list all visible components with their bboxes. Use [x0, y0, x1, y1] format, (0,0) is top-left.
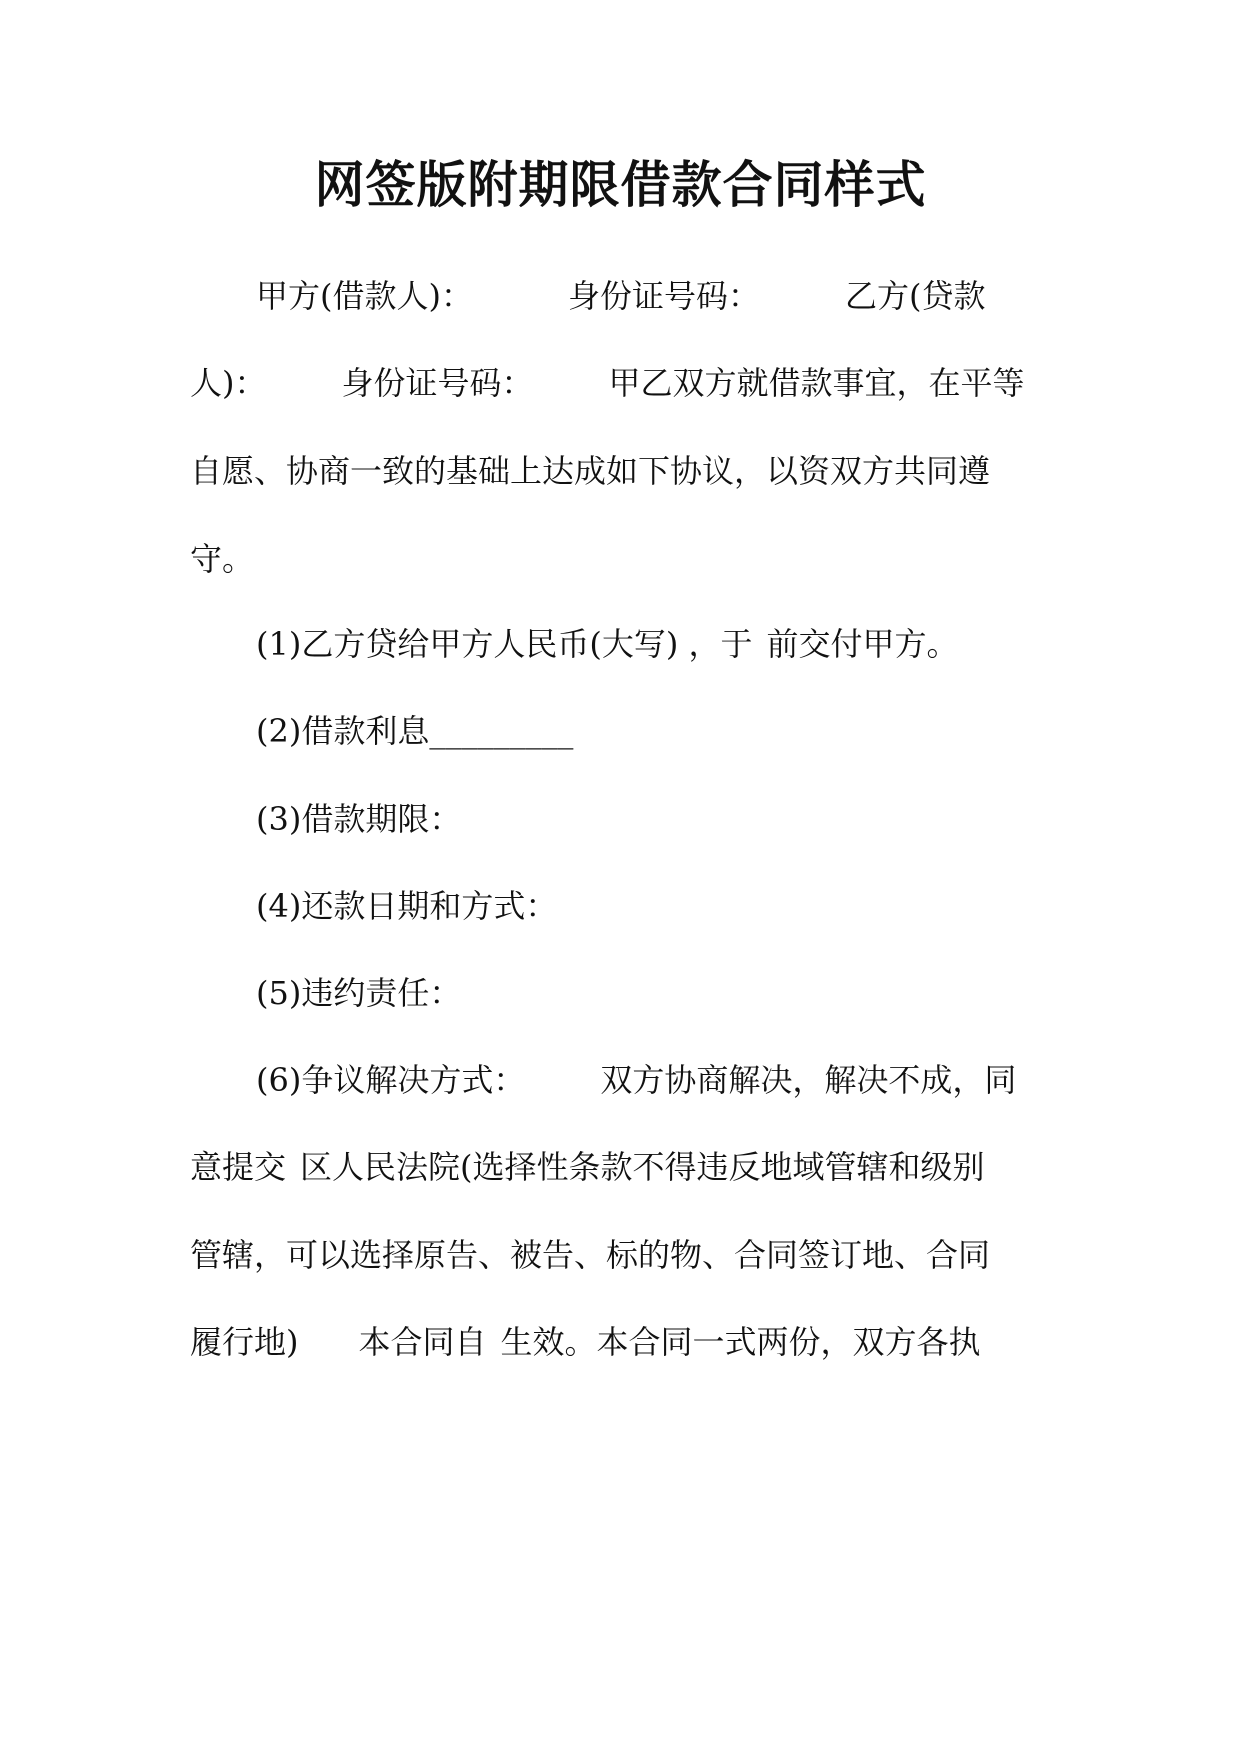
party-b-label-part1: 乙方(贷款: [845, 277, 986, 315]
party-a-id-label: 身份证号码：: [567, 277, 760, 315]
clause-4: (4)还款日期和方式：: [256, 887, 558, 925]
clause-6-text-part1: 双方协商解决，解决不成，同: [600, 1061, 1017, 1099]
clause-6-line-1: [256, 1055, 1016, 1105]
clause-6-text-part4a: 履行地): [190, 1323, 299, 1361]
clause-2: (2)借款利息_________: [256, 712, 574, 750]
clause-6-text-part4b: 本合同自: [358, 1323, 487, 1361]
clause-1-part2: 前交付甲方。: [766, 625, 959, 663]
intro-line-2: [190, 358, 1025, 408]
party-a-label: 甲方(借款人)：: [256, 277, 473, 315]
party-b-label-part2: 人)：: [190, 364, 267, 402]
clause-6-text-part2a: 意提交: [190, 1148, 287, 1186]
party-b-id-label: 身份证号码：: [341, 364, 534, 402]
clause-1-part1: (1)乙方贷给甲方人民币(大写) ，于: [256, 625, 753, 663]
clause-6-text-part2b: 区人民法院(选择性条款不得违反地域管辖和级别: [300, 1148, 985, 1186]
clause-6-line-4: [190, 1317, 981, 1367]
clause-6-text-part4c: 生效。本合同一式两份，双方各执: [500, 1323, 981, 1361]
preamble-part1: 甲乙双方就借款事宜，在平等: [608, 364, 1025, 402]
document-title: 网签版附期限借款合同样式: [314, 156, 927, 214]
intro-line-1: [256, 271, 986, 321]
clause-6-line-2: [190, 1142, 985, 1192]
clause-3: (3)借款期限：: [256, 800, 462, 838]
clause-6-line-3: 管辖，可以选择原告、被告、标的物、合同签订地、合同: [190, 1236, 991, 1274]
clause-6-label: (6)争议解决方式：: [256, 1061, 526, 1099]
preamble-line-3: 守。: [190, 540, 255, 578]
clause-5: (5)违约责任：: [256, 974, 462, 1012]
preamble-line-2: 自愿、协商一致的基础上达成如下协议，以资双方共同遵: [190, 452, 991, 490]
clause-1: [256, 619, 959, 669]
